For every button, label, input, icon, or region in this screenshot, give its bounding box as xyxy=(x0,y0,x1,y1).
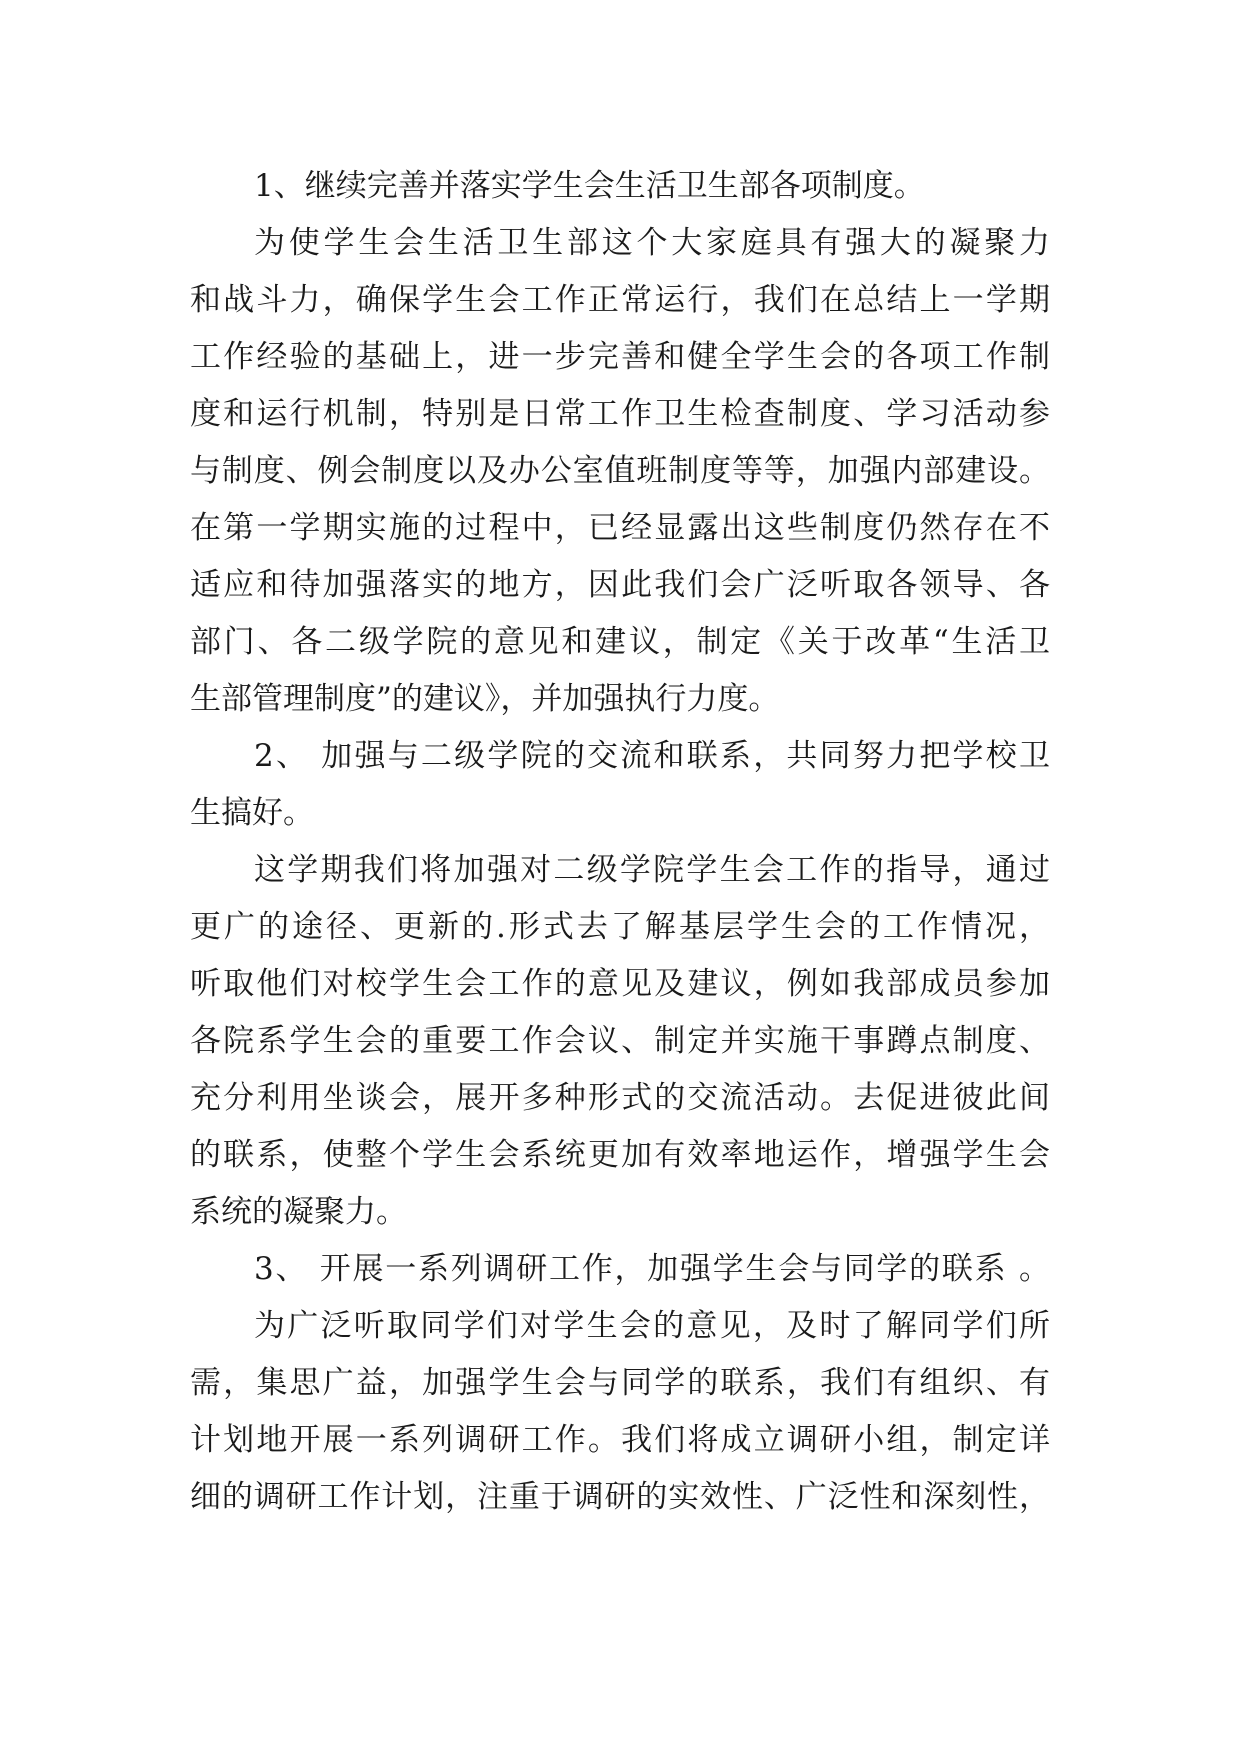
text-line: 适应和待加强落实的地方，因此我们会广泛听取各领导、各 xyxy=(190,567,1050,603)
text-line: 部门、各二级学院的意见和建议，制定《关于改革“生活卫 xyxy=(190,624,1050,660)
text-line: 与制度、例会制度以及办公室值班制度等等，加强内部建设。 xyxy=(190,453,1050,489)
text-line: 生部管理制度”的建议》，并加强执行力度。 xyxy=(190,681,780,717)
text-line: 这学期我们将加强对二级学院学生会工作的指导，通过 xyxy=(254,852,1050,888)
text-line: 度和运行机制，特别是日常工作卫生检查制度、学习活动参 xyxy=(190,396,1050,432)
text-line: 充分利用坐谈会，展开多种形式的交流活动。去促进彼此间 xyxy=(190,1080,1050,1116)
text-line: 为广泛听取同学们对学生会的意见，及时了解同学们所 xyxy=(254,1308,1050,1344)
text-line: 工作经验的基础上，进一步完善和健全学生会的各项工作制 xyxy=(190,339,1050,375)
text-line: 的联系，使整个学生会系统更加有效率地运作，增强学生会 xyxy=(190,1137,1050,1173)
text-line: 在第一学期实施的过程中，已经显露出这些制度仍然存在不 xyxy=(190,510,1050,546)
text-line: 3、 开展一系列调研工作，加强学生会与同学的联系 。 xyxy=(254,1251,1050,1287)
text-line: 1、继续完善并落实学生会生活卫生部各项制度。 xyxy=(254,168,925,204)
text-line: 为使学生会生活卫生部这个大家庭具有强大的凝聚力 xyxy=(254,225,1050,261)
text-line: 和战斗力，确保学生会工作正常运行，我们在总结上一学期 xyxy=(190,282,1050,318)
text-line: 生搞好。 xyxy=(190,795,314,831)
text-line: 更广的途径、更新的.形式去了解基层学生会的工作情况， xyxy=(190,909,1050,945)
text-line: 系统的凝聚力。 xyxy=(190,1194,407,1230)
text-line: 各院系学生会的重要工作会议、制定并实施干事蹲点制度、 xyxy=(190,1023,1050,1059)
text-line: 计划地开展一系列调研工作。我们将成立调研小组，制定详 xyxy=(190,1422,1050,1458)
text-line: 听取他们对校学生会工作的意见及建议，例如我部成员参加 xyxy=(190,966,1050,1002)
text-line: 细的调研工作计划，注重于调研的实效性、广泛性和深刻性， xyxy=(190,1479,1050,1515)
text-line: 需，集思广益，加强学生会与同学的联系，我们有组织、有 xyxy=(190,1365,1050,1401)
document-body xyxy=(190,158,1050,1526)
text-line: 2、 加强与二级学院的交流和联系，共同努力把学校卫 xyxy=(254,738,1050,774)
